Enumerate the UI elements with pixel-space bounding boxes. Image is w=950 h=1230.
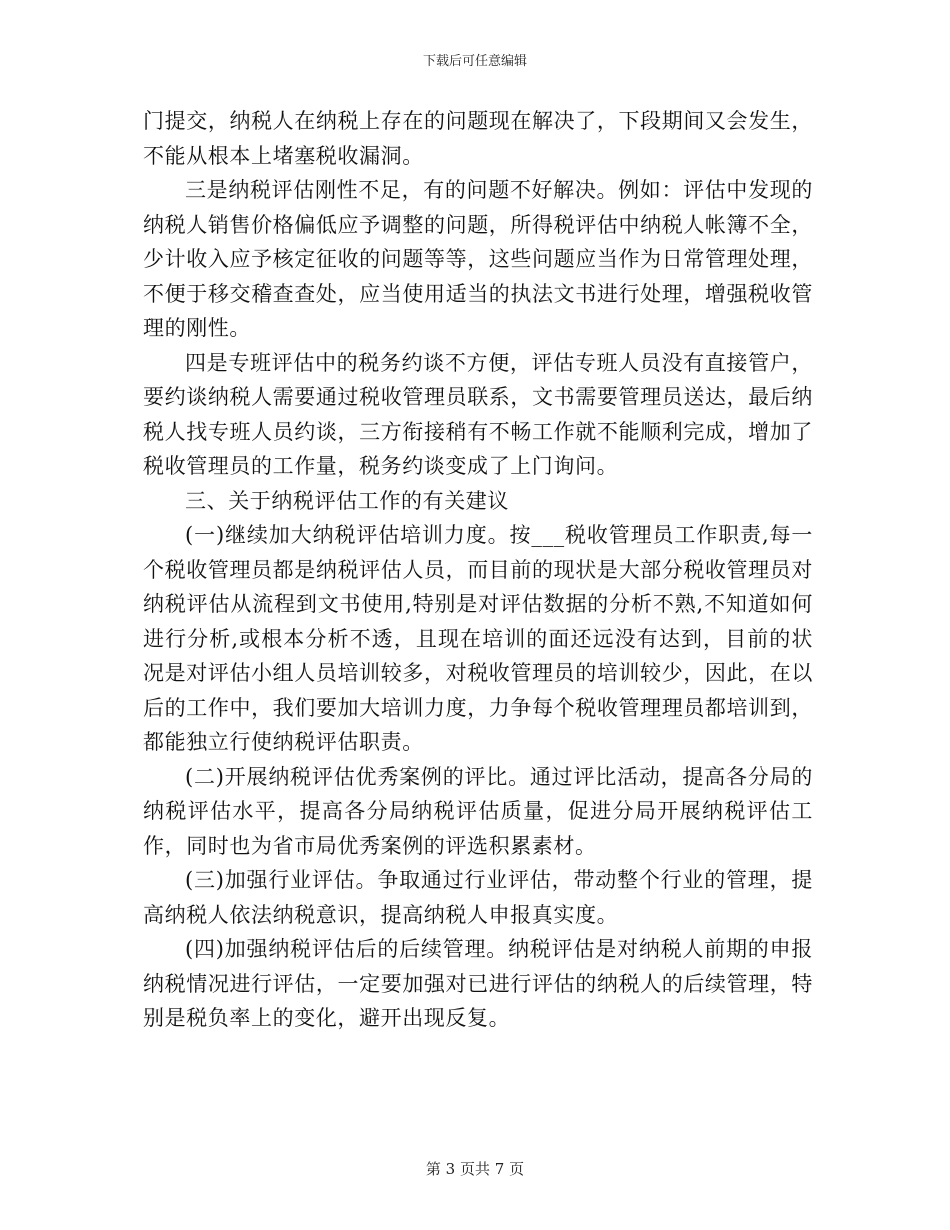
- section-heading: 三、关于纳税评估工作的有关建议: [185, 488, 509, 513]
- paragraph: (三)加强行业评估。争取通过行业评估，带动整个行业的管理，提高纳税人依法纳税意识，提高纳税人申报真实度。: [143, 868, 813, 927]
- paragraph: 门提交，纳税人在纳税上存在的问题现在解决了，下段期间又会发生，不能从根本上堵塞税收漏洞。: [143, 109, 813, 168]
- paragraph: (四)加强纳税评估后的后续管理。纳税评估是对纳税人前期的申报纳税情况进行评估，一定要加强对已进行评估的纳税人的后续管理，特别是税负率上的变化，避开出现反复。: [143, 937, 813, 1030]
- paragraph: (一)继续加大纳税评估培训力度。按___税收管理员工作职责,每一个税收管理员都是纳税评估人员，而目前的现状是大部分税收管理员对纳税评估从流程到文书使用,特别是对评估数据的分析不熟,不知道如何进行分析,或根本分析不透，且现在培训的面还远没有达到，目前的状况是对评估小组人员培训较多，对税收管理员的培训较少，因此，在以后的工作中，我们要加大培训力度，力争每个税收管理理员都培训到，都能独立行使纳税评估职责。: [143, 523, 813, 754]
- paragraph: (二)开展纳税评估优秀案例的评比。通过评比活动，提高各分局的纳税评估水平，提高各分局纳税评估质量，促进分局开展纳税评估工作，同时也为省市局优秀案例的评选积累素材。: [143, 764, 813, 858]
- page-header: 下载后可任意编辑: [422, 54, 527, 69]
- paragraph: 三是纳税评估刚性不足，有的问题不好解决。例如：评估中发现的纳税人销售价格偏低应予调整的问题，所得税评估中纳税人帐簿不全，少计收入应予核定征收的问题等等，这些问题应当作为日常管理处理，不便于移交稽查查处，应当使用适当的执法文书进行处理，增强税收管理的刚性。: [143, 178, 813, 340]
- document-body: [143, 104, 813, 1036]
- paragraph: 四是专班评估中的税务约谈不方便，评估专班人员没有直接管户，要约谈纳税人需要通过税收管理员联系，文书需要管理员送达，最后纳税人找专班人员约谈，三方衔接稍有不畅工作就不能顺利完成，增加了税收管理员的工作量，税务约谈变成了上门询问。: [143, 350, 813, 478]
- page-footer: 第 3 页共 7 页: [425, 1160, 525, 1178]
